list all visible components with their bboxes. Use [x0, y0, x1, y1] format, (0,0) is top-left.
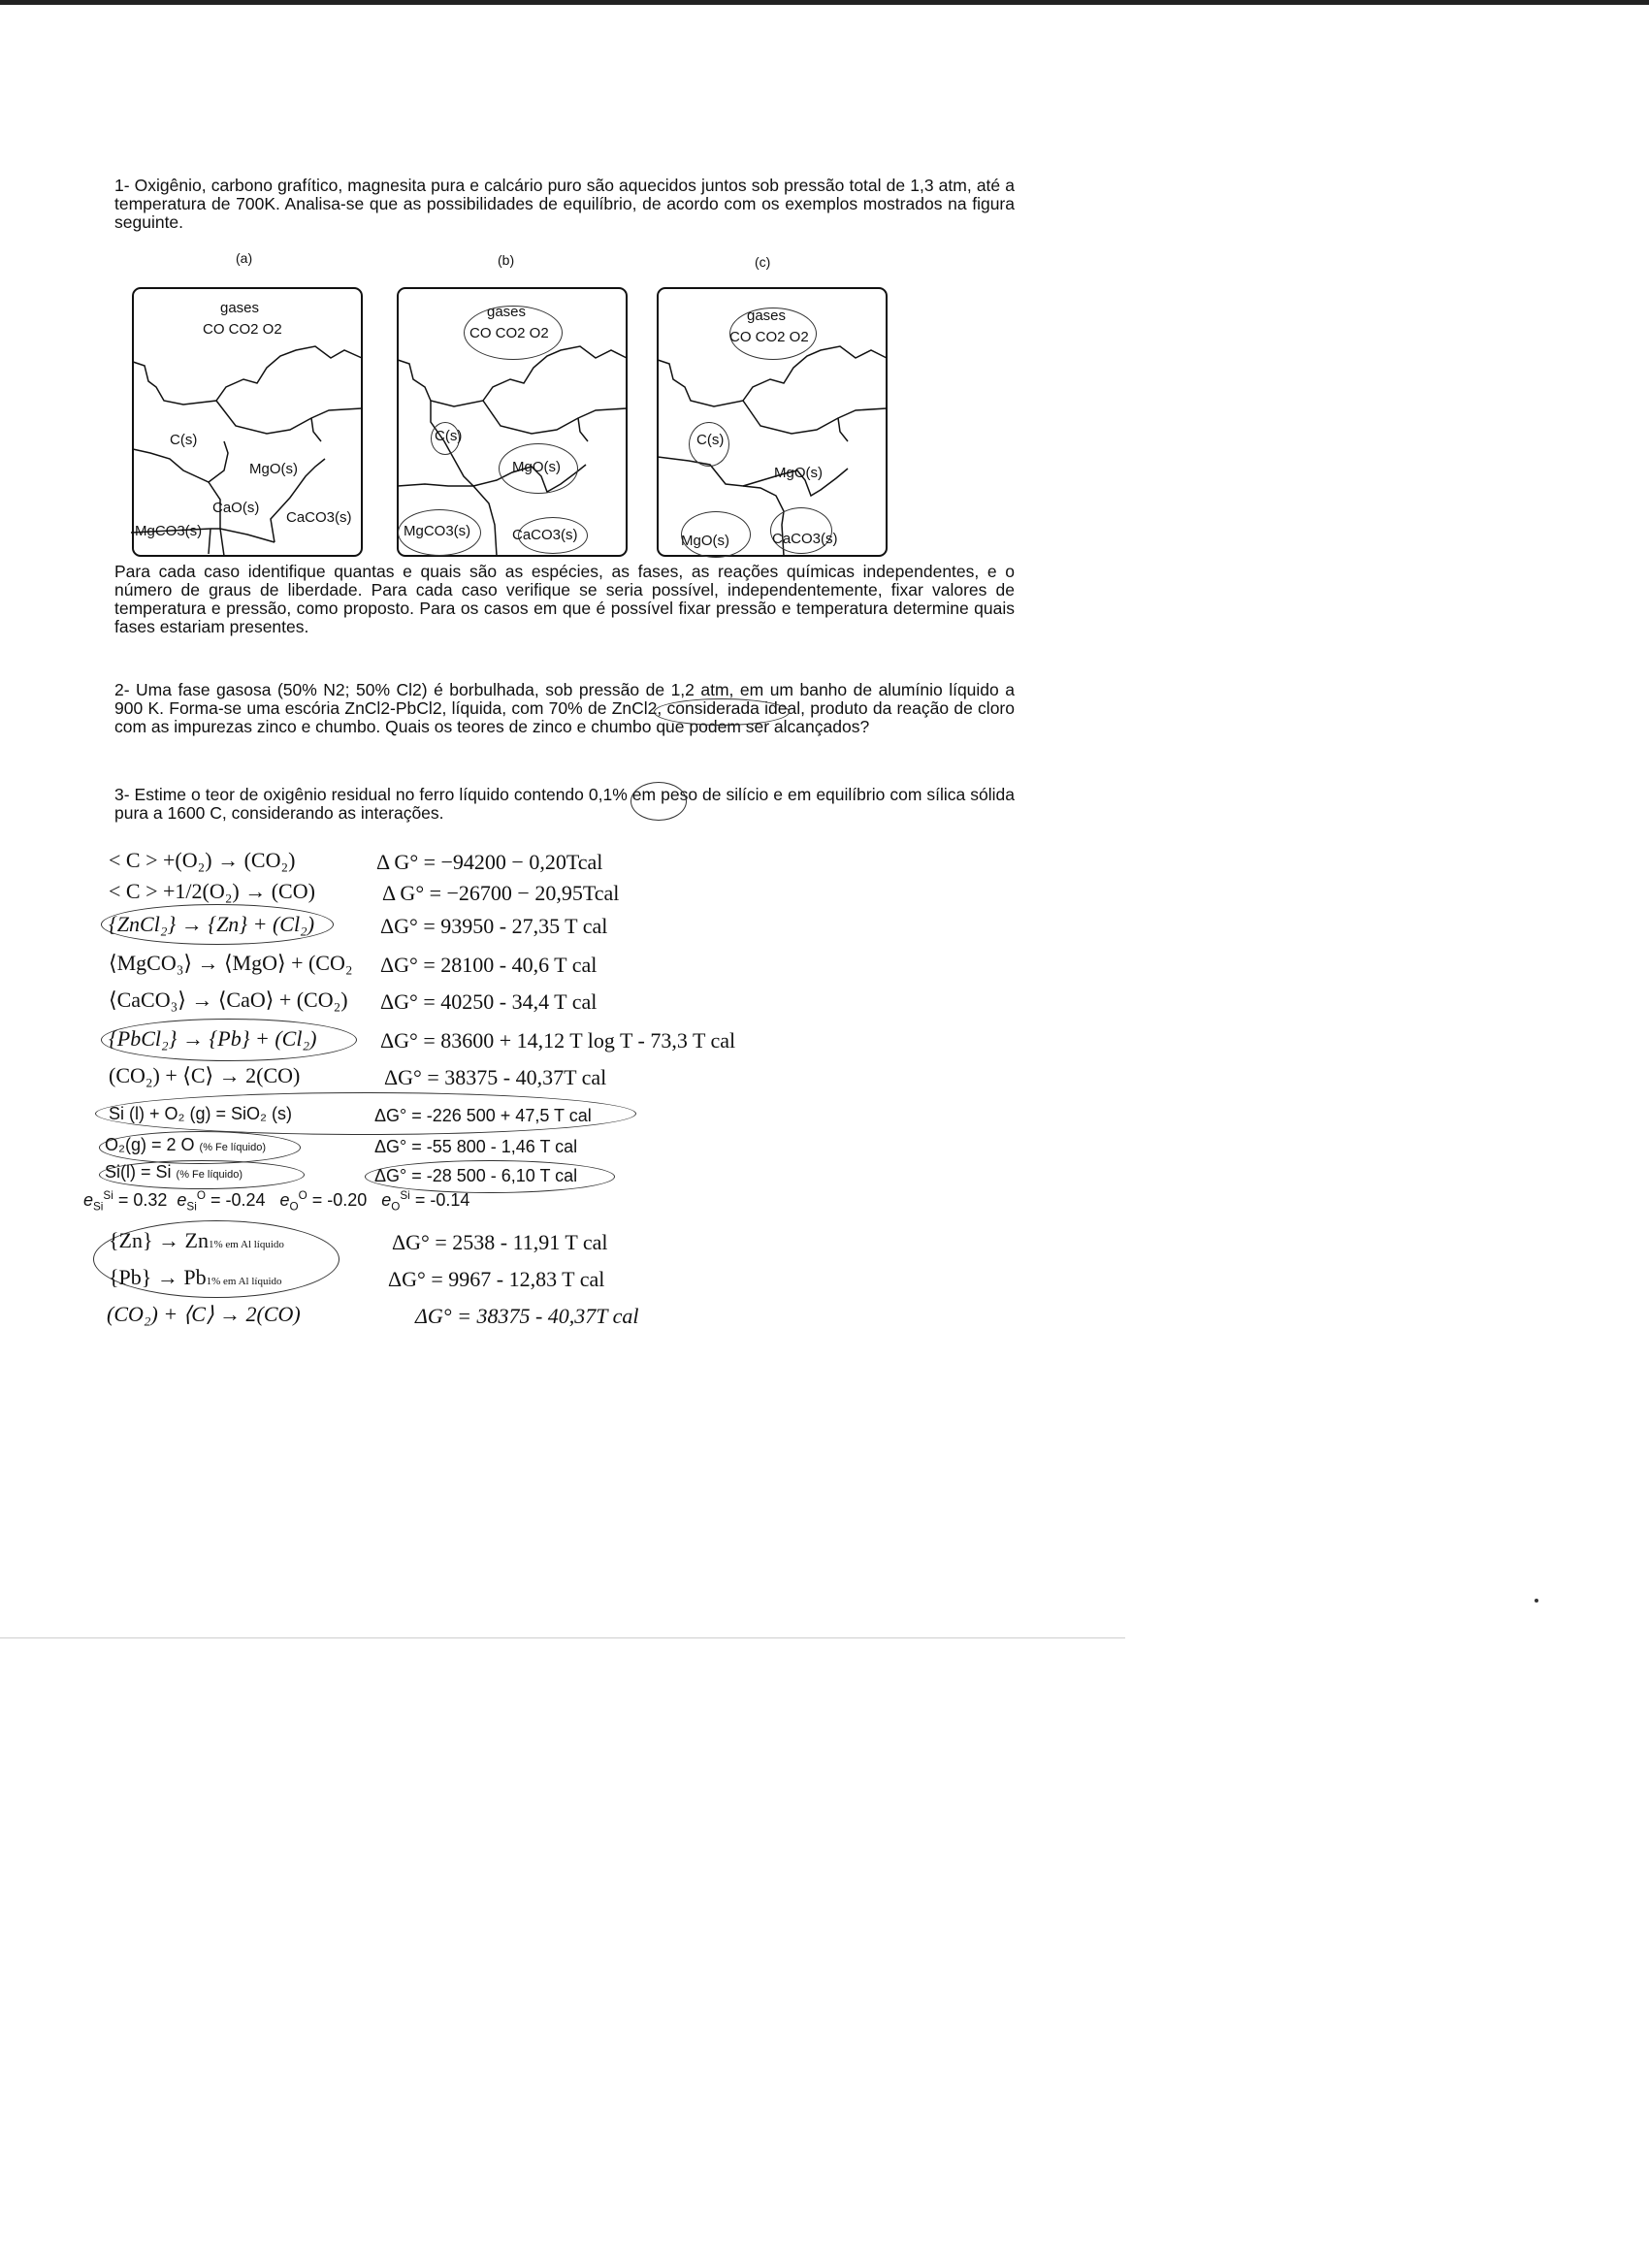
- scan-speck: [1535, 1599, 1538, 1603]
- gibbs-energy: ΔG° = -55 800 - 1,46 T cal: [374, 1137, 578, 1156]
- gas-species-label: CO CO2 O2: [469, 325, 549, 341]
- question-1-instructions: Para cada caso identifique quantas e quais são as espécies, as fases, as reações químicas independentes, e o número de graus de liberdade. Para cada caso verifique se seria possível, independentemente, fixar valores de temperatura e pressão, como proposto. Para os casos em que é possível fixar pressão e temperatura determine quais fases estariam presentes.: [114, 562, 1015, 636]
- phase-diagram-b: [396, 286, 629, 558]
- question-1-text: 1- Oxigênio, carbono grafítico, magnesita pura e calcário puro são aquecidos juntos sob pressão total de 1,3 atm, até a temperatura de 700K. Analisa-se que as possibilidades de equilíbrio, de acordo com os exemplos mostrados na figura seguinte.: [114, 176, 1015, 232]
- reaction-equation: {Pb} → Pb1% em Al líquido: [109, 1265, 282, 1289]
- gibbs-energy: ΔG° = 83600 + 14,12 T log T - 73,3 T cal: [380, 1028, 736, 1053]
- phase-label: CaCO3(s): [286, 509, 352, 526]
- phase-label: MgO(s): [249, 461, 298, 477]
- phase-label: C(s): [170, 432, 198, 448]
- gibbs-energy: ΔG° = 38375 - 40,37T cal: [384, 1065, 607, 1089]
- reaction-equation: Si (l) + O₂ (g) = SiO₂ (s): [109, 1104, 292, 1123]
- gases-label: gases: [487, 304, 527, 320]
- reaction-equation: O₂(g) = 2 O (% Fe líquido): [105, 1135, 267, 1154]
- reaction-equation: < C > +(O₂) → (CO₂): [109, 848, 296, 872]
- phase-label: CaCO3(s): [512, 527, 578, 543]
- phase-label: MgO(s): [512, 459, 561, 475]
- reaction-equation: {Zn} → Zn1% em Al líquido: [109, 1228, 284, 1252]
- phase-diagram-a: [131, 286, 364, 558]
- phase-label: MgCO3(s): [404, 523, 471, 539]
- gibbs-energy: ΔG° = 2538 - 11,91 T cal: [392, 1230, 608, 1254]
- gases-label: gases: [220, 300, 260, 316]
- phase-label: MgCO3(s): [135, 523, 203, 539]
- phase-label: MgO(s): [681, 533, 729, 549]
- question-3-text: 3- Estime o teor de oxigênio residual no ferro líquido contendo 0,1% em peso de silício e em equilíbrio com sílica sólida pura a 1600 C, considerando as interações.: [114, 785, 1015, 823]
- phase-label: CaO(s): [212, 500, 260, 516]
- reaction-equation: ⟨MgCO₃⟩ → ⟨MgO⟩ + (CO₂: [109, 951, 353, 975]
- phase-label: CaCO3(s): [772, 531, 838, 547]
- reaction-equation: ⟨CaCO₃⟩ → ⟨CaO⟩ + (CO₂): [109, 988, 348, 1012]
- question-2-text: 2- Uma fase gasosa (50% N2; 50% Cl2) é borbulhada, sob pressão de 1,2 atm, em um banho de alumínio líquido a 900 K. Forma-se uma escória ZnCl2-PbCl2, líquida, com 70% de ZnCl2, considerada ideal, produto da reação de cloro com as impurezas zinco e chumbo. Quais os teores de zinco e chumbo que podem ser alcançados?: [114, 680, 1015, 736]
- phase-label: MgO(s): [774, 465, 823, 481]
- panel-c-caption: (c): [755, 254, 771, 270]
- gibbs-energy: ΔG° = -226 500 + 47,5 T cal: [374, 1106, 592, 1125]
- reaction-equation: (CO₂) + ⟨C⟩ → 2(CO): [109, 1063, 301, 1087]
- phase-diagram-c: [656, 286, 889, 558]
- panel-b-caption: (b): [498, 252, 515, 268]
- gas-species-label: CO CO2 O2: [203, 321, 282, 338]
- phase-label: C(s): [696, 432, 725, 448]
- interaction-parameters: $e_{Si}^{Si} = 0.32$ $e_{Si}^O = -0.24$ $e_O^O = -0.20$ $e_O^{Si} = -0.14$: [83, 1189, 470, 1214]
- reaction-equation: Si(l) = Si (% Fe líquido): [105, 1162, 243, 1182]
- scan-top-edge: [0, 0, 1649, 5]
- reaction-equation: {ZnCl₂} → {Zn} + (Cl₂): [109, 912, 315, 936]
- hand-drawn-circle: [654, 698, 790, 726]
- reaction-equation: < C > +1/2(O₂) → (CO): [109, 879, 315, 903]
- gibbs-energy: ΔG° = -28 500 - 6,10 T cal: [374, 1166, 578, 1185]
- reaction-equation: {PbCl₂} → {Pb} + (Cl₂): [109, 1026, 317, 1051]
- gibbs-energy: ΔG° = 93950 - 27,35 T cal: [380, 914, 608, 938]
- phase-label: C(s): [435, 428, 463, 444]
- gibbs-energy: Δ G° = −26700 − 20,95Tcal: [382, 881, 620, 905]
- reaction-equation: (CO₂) + ⟨C⟩ → 2(CO): [107, 1302, 301, 1326]
- hand-drawn-circle: [630, 782, 687, 821]
- scan-fold-line: [0, 1637, 1125, 1638]
- gas-species-label: CO CO2 O2: [729, 329, 809, 345]
- gibbs-energy: ΔG° = 28100 - 40,6 T cal: [380, 953, 598, 977]
- gibbs-energy: ΔG° = 9967 - 12,83 T cal: [388, 1267, 605, 1291]
- gibbs-energy: ΔG° = 38375 - 40,37T cal: [415, 1304, 639, 1328]
- gases-label: gases: [747, 308, 787, 324]
- gibbs-energy: ΔG° = 40250 - 34,4 T cal: [380, 989, 598, 1014]
- panel-a-caption: (a): [236, 250, 253, 266]
- gibbs-energy: Δ G° = −94200 − 0,20Tcal: [376, 850, 603, 874]
